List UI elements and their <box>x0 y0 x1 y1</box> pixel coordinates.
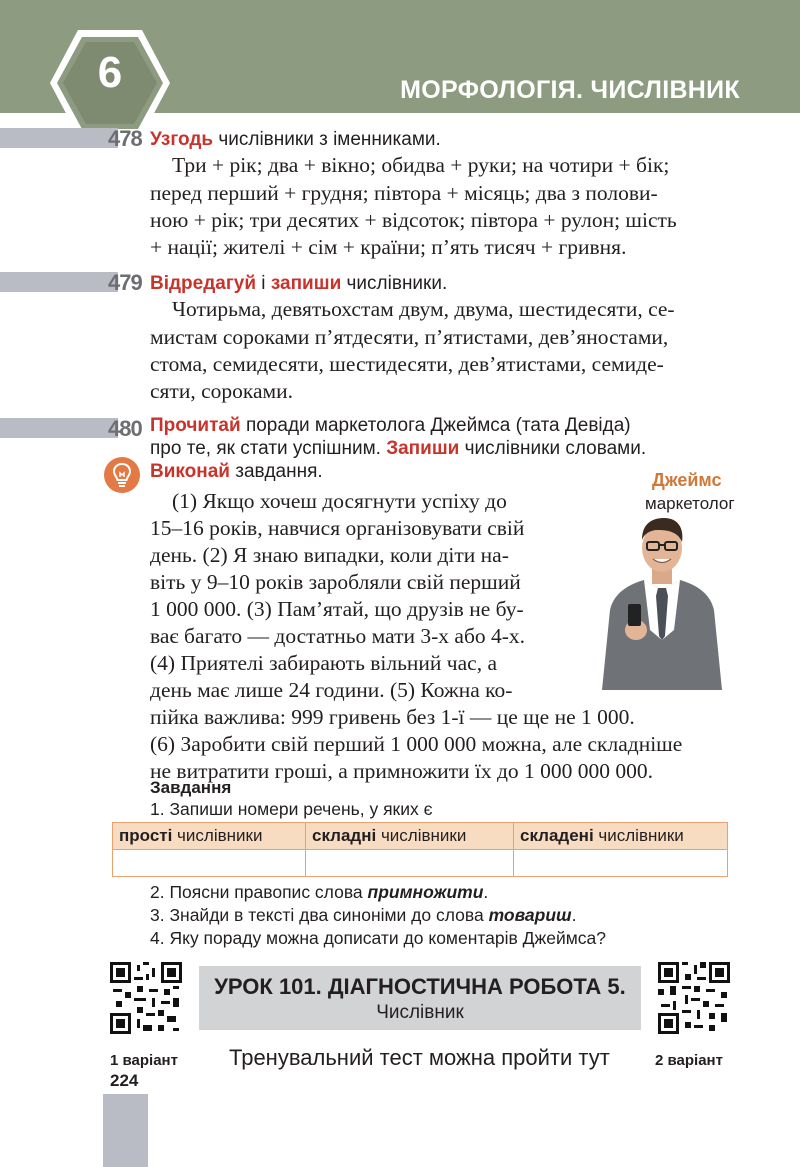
table-cell <box>113 850 306 877</box>
header-bold-word: складені <box>520 826 594 845</box>
header-bold-word: складні <box>312 826 377 845</box>
story-text-line: не витратити гроші, а примножити їх до 1 000 000 000. <box>150 759 654 783</box>
exercise-text-line: Чотирьма, девятьохстам двум, двума, шестидесяти, се- <box>172 297 675 321</box>
exercise-text-line: + нації; жителі + сім + країни; п’ять тисяч + гривня. <box>150 235 627 259</box>
chapter-badge <box>48 28 172 138</box>
variant-1-label: 1 варіант <box>110 1052 178 1069</box>
task-text: . <box>483 882 489 902</box>
exercise-number: 479 <box>108 270 142 295</box>
instruction-verb: Узгодь <box>150 129 214 150</box>
task-keyword: примножити <box>367 882 484 902</box>
lesson-title: УРОК 101. ДІАГНОСТИЧНА РОБОТА 5. <box>214 974 626 999</box>
instruction-verb: Виконай <box>150 461 230 482</box>
lesson-subtitle: Числівник <box>376 1002 464 1023</box>
person-role: маркетолог <box>645 494 735 513</box>
instruction-text: поради маркетолога Джеймса (тата Девіда) <box>240 415 631 436</box>
instruction-text: і <box>256 273 271 294</box>
task-item <box>150 882 488 903</box>
table-header-cell <box>514 823 728 850</box>
task-keyword: товариш <box>488 905 572 925</box>
header-word: числівники <box>376 826 467 845</box>
exercise-instruction <box>150 128 441 152</box>
exercise-text-line: сяти, сороками. <box>150 379 294 403</box>
marketer-photo <box>592 510 732 690</box>
instruction-text: числівники. <box>341 273 448 294</box>
exercise-marker-bar <box>0 272 118 292</box>
story-text-line: день. (2) Я знаю випадки, коли діти на- <box>150 543 509 567</box>
story-text-line: (1) Якщо хочеш досягнути успіху до <box>172 489 507 513</box>
lightbulb-icon <box>104 457 140 493</box>
instruction-verb: Запиши <box>386 438 460 459</box>
task-item <box>150 905 576 926</box>
exercise-instruction <box>150 460 323 484</box>
instruction-text: завдання. <box>230 461 323 482</box>
table-header-cell <box>306 823 514 850</box>
instruction-text: числівники словами. <box>459 438 647 459</box>
story-text-line: віть у 9–10 років заробляли свій перший <box>150 570 521 594</box>
exercise-number: 478 <box>108 126 142 151</box>
chapter-title: МОРФОЛОГІЯ. ЧИСЛІВНИК <box>400 76 740 104</box>
story-text-line: пійка важлива: 999 гривень без 1-ї — це ще не 1 000. <box>150 705 635 729</box>
story-text-line: (4) Приятелі забирають вільний час, а <box>150 651 498 675</box>
qr-code-variant-2[interactable] <box>658 962 730 1034</box>
table-cell <box>514 850 728 877</box>
exercise-instruction <box>150 437 646 461</box>
exercise-text-line: мистам сороками п’ятдесяти, п’ятистами, дев’яностами, <box>150 325 669 349</box>
exercise-text-line: стома, семидесяти, шестидесяти, дев’ятистами, семиде- <box>150 352 664 376</box>
table-header-cell <box>113 823 306 850</box>
table-cell <box>306 850 514 877</box>
table-header-row <box>113 823 728 850</box>
header-bold-word: прості <box>119 826 173 845</box>
header-word: числівники <box>172 826 263 845</box>
instruction-verb: запиши <box>270 273 342 294</box>
story-text-line: 1 000 000. (3) Пам’ятай, що друзів не бу- <box>150 597 524 621</box>
chapter-number: 6 <box>97 48 123 97</box>
exercise-instruction <box>150 272 447 296</box>
exercise-instruction <box>150 414 631 438</box>
header-word: числівники <box>593 826 684 845</box>
task-item: 4. Яку пораду можна дописати до коментарів Джеймса? <box>150 928 606 948</box>
story-text-line: ває багато — достатньо мати 3-х або 4-х. <box>150 624 526 648</box>
variant-2-label: 2 варіант <box>655 1052 723 1069</box>
story-text-line: (6) Заробити свій перший 1 000 000 можна, але складніше <box>150 732 683 756</box>
task-text: . <box>571 905 577 925</box>
exercise-text-line: ною + рік; три десятих + відсоток; півтора + рулон; шість <box>150 208 677 232</box>
page-number: 224 <box>110 1071 139 1090</box>
task-text: 3. Знайди в тексті два синоніми до слова <box>150 905 489 925</box>
story-text-line: день має лише 24 години. (5) Кожна ко- <box>150 678 513 702</box>
tasks-heading: Завдання <box>150 778 232 797</box>
instruction-verb: Прочитай <box>150 415 241 436</box>
task-text: 2. Поясни правопис слова <box>150 882 368 902</box>
person-name: Джеймс <box>652 470 722 490</box>
page-margin-strip <box>103 1094 148 1167</box>
exercise-number: 480 <box>108 416 142 441</box>
task-item: 1. Запиши номери речень, у яких є <box>150 799 433 819</box>
instruction-text: про те, як стати успішним. <box>150 438 387 459</box>
instruction-verb: Відредагуй <box>150 273 257 294</box>
numeral-types-table <box>112 822 728 877</box>
training-test-text: Тренувальний тест можна пройти тут <box>229 1045 610 1070</box>
instruction-text: числівники з іменниками. <box>213 129 441 150</box>
table-row <box>113 850 728 877</box>
exercise-marker-bar <box>0 128 118 148</box>
exercise-marker-bar <box>0 418 118 438</box>
lesson-banner <box>199 966 641 1030</box>
exercise-text-line: перед перший + грудня; півтора + місяць; два з полови- <box>150 181 658 205</box>
qr-code-variant-1[interactable] <box>110 962 182 1034</box>
exercise-text-line: Три + рік; два + вікно; обидва + руки; на чотири + бік; <box>172 153 670 177</box>
story-text-line: 15–16 років, навчися організовувати свій <box>150 516 525 540</box>
